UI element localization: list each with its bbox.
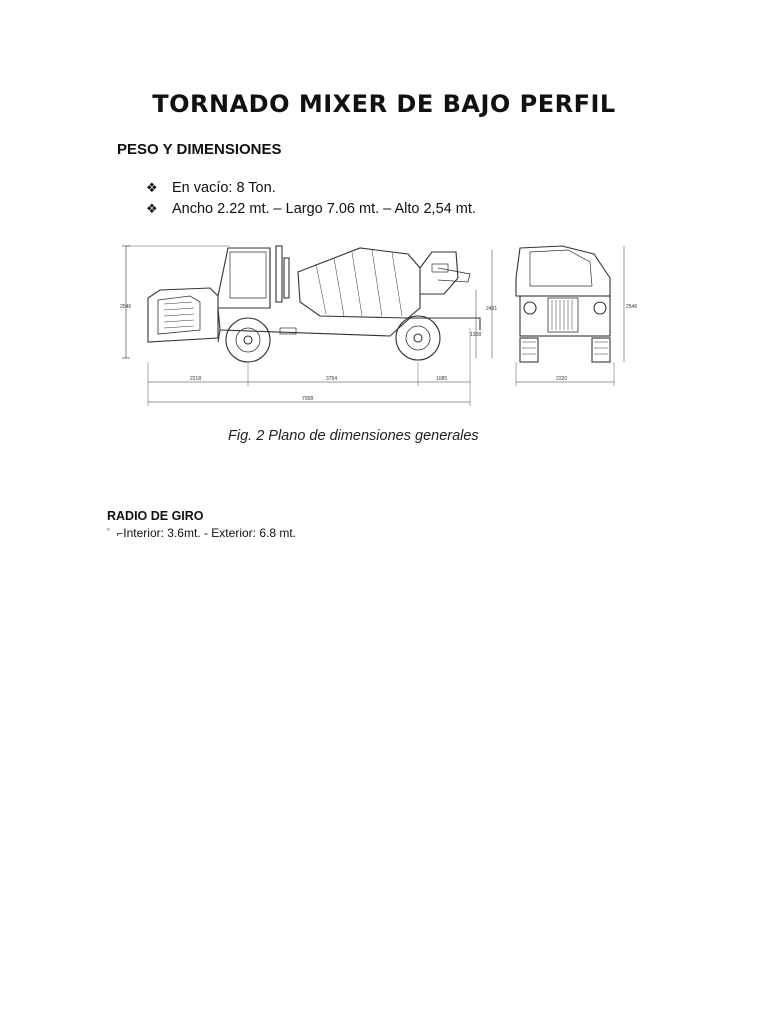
diamond-bullet-icon: ❖ <box>146 180 158 195</box>
section-heading-weight: PESO Y DIMENSIONES <box>117 141 282 158</box>
page-title: TORNADO MIXER DE BAJO PERFIL <box>152 90 616 118</box>
figure-caption: Fig. 2 Plano de dimensiones generales <box>228 428 479 444</box>
spec-dimensions: Ancho 2.22 mt. – Largo 7.06 mt. – Alto 2,54 mt. <box>172 201 476 217</box>
corner-glyph-icon: ⌐ <box>116 528 124 540</box>
dim-height-inner: 1308 <box>470 332 482 338</box>
dim-height-mid: 2491 <box>486 306 498 312</box>
list-item <box>146 198 476 219</box>
dim-seg2: 3754 <box>326 376 338 382</box>
dim-width: 2220 <box>556 376 568 382</box>
turning-radius-text: Interior: 3.6mt. - Exterior: 6.8 mt. <box>123 526 296 540</box>
dim-seg1: 2218 <box>190 376 202 382</box>
side-view <box>122 246 492 406</box>
dim-seg3: 1085 <box>436 376 448 382</box>
list-item <box>146 177 476 198</box>
section-heading-turning: RADIO DE GIRO <box>107 509 204 523</box>
dim-height-right: 2546 <box>626 304 638 310</box>
dim-height-left: 2546 <box>120 304 132 310</box>
turning-radius-line <box>107 525 296 540</box>
front-view <box>516 246 624 386</box>
dimension-drawing <box>120 238 640 410</box>
spec-list <box>146 177 476 219</box>
bullet-glyph-icon: ▫ <box>107 525 110 534</box>
diamond-bullet-icon: ❖ <box>146 201 158 216</box>
dim-total-length: 7058 <box>302 396 314 402</box>
spec-empty-weight: En vacío: 8 Ton. <box>172 180 276 196</box>
